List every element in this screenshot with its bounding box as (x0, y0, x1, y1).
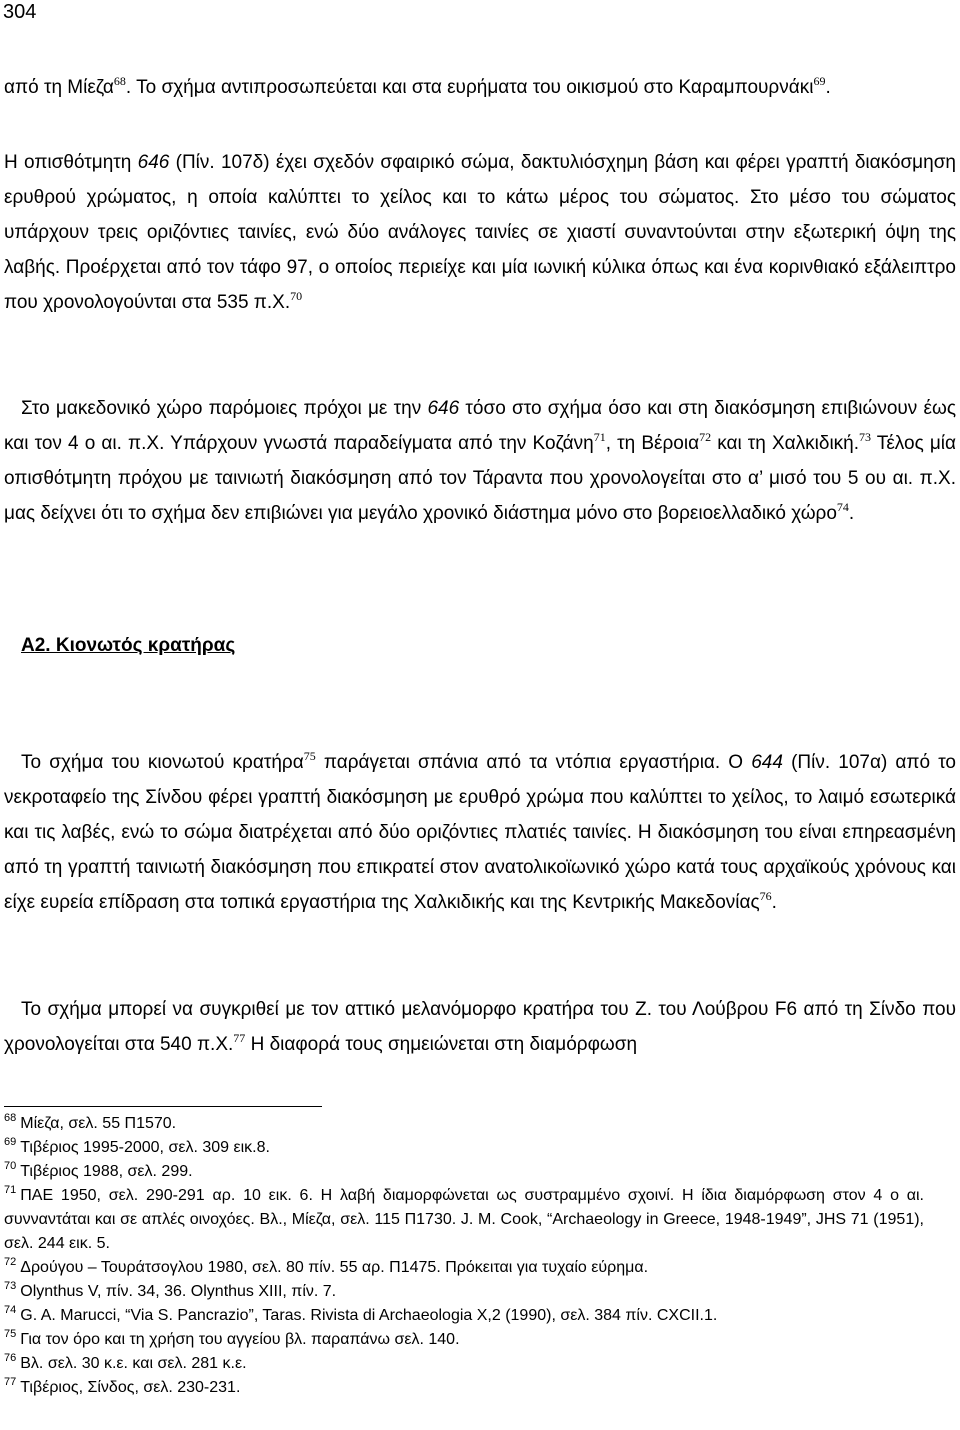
footnote-76 (4, 1352, 924, 1376)
footnote-number: 68 (4, 1112, 17, 1124)
footnote-75 (4, 1328, 924, 1352)
paragraph-4 (4, 745, 956, 920)
footnote-ref-72[interactable]: 72 (699, 430, 712, 444)
footnote-number: 77 (4, 1376, 17, 1388)
text-run: από τη Μίεζα (4, 77, 114, 98)
text-run: Στο μακεδονικό χώρο παρόμοιες πρόχοι με την (21, 398, 428, 419)
footnote-ref-70[interactable]: 70 (290, 289, 303, 303)
paragraph-5 (4, 992, 956, 1062)
footnote-text: Τιβέριος, Σίνδος, σελ. 230-231. (20, 1379, 241, 1396)
footnote-text: Τιβέριος 1988, σελ. 299. (20, 1163, 193, 1180)
footnote-text: G. A. Marucci, “Via S. Pancrazio”, Taras. Rivista di Archaeologia X,2 (1990), σελ. 384 πίν. CXCII.1. (20, 1307, 718, 1324)
footnote-ref-68[interactable]: 68 (113, 74, 126, 88)
catalogue-number: 646 (427, 398, 460, 419)
footnote-74 (4, 1304, 924, 1328)
footnote-ref-76[interactable]: 76 (759, 889, 772, 903)
footnote-ref-77[interactable]: 77 (233, 1031, 246, 1045)
text-run: Η οπισθότμητη (4, 152, 138, 173)
footnote-text: Βλ. σελ. 30 κ.ε. και σελ. 281 κ.ε. (20, 1355, 247, 1372)
footnote-number: 70 (4, 1160, 17, 1172)
text-run: (Πίν. 107δ) έχει σχεδόν σφαιρικό σώμα, δακτυλιόσχημη βάση και φέρει γραπτή διακόσμηση ερυθρού χρώματος, η οποία καλύπτει το χείλος και το κάτω μέρος του σώματος. Στο μέσο του σώματος υπάρχουν τρεις οριζόντιες ταινίες, ενώ δύο ανάλογες ταινίες σε χιαστί συναντούνται στην εξωτερική όψη της λαβής. Προέρχεται από τον τάφο 97, ο οποίος περιείχε και μία ιωνική κύλικα όπως και ένα κορινθιακό εξάλειπτρο που χρονολογούνται στα 535 π.Χ. (4, 152, 956, 313)
footnote-73 (4, 1280, 924, 1304)
text-run: , τη Βέροια (605, 433, 700, 454)
footnote-number: 76 (4, 1352, 17, 1364)
footnote-77 (4, 1376, 924, 1400)
text-run: . (848, 503, 855, 524)
footnote-69 (4, 1136, 924, 1160)
paragraph-3 (4, 391, 956, 531)
footnote-ref-74[interactable]: 74 (836, 500, 849, 514)
text-run: . Το σχήμα αντιπροσωπεύεται και στα ευρήματα του οικισμού στο Καραμπουρνάκι (125, 77, 814, 98)
text-run: Η διαφορά τους σημειώνεται στη διαμόρφωση (245, 1034, 638, 1055)
page-number: 304 (3, 1, 37, 23)
footnote-text: Μίεζα, σελ. 55 Π1570. (20, 1115, 177, 1132)
footnote-68 (4, 1112, 924, 1136)
text-run: τόσο στο σχήμα όσο και στη διακόσμηση επιβιώνουν έως και τον 4 ο αι. π.Χ. Υπάρχουν γνωστά παραδείγματα από την Κοζάνη (4, 398, 957, 454)
text-run: Το σχήμα του κιονωτού κρατήρα (21, 752, 304, 773)
paragraph-1 (4, 70, 956, 105)
footnote-separator (4, 1106, 322, 1107)
footnote-70 (4, 1160, 924, 1184)
footnote-ref-69[interactable]: 69 (813, 74, 826, 88)
text-run: Το σχήμα μπορεί να συγκριθεί με τον αττικό μελανόμορφο κρατήρα του Ζ. του Λούβρου F6 από τη Σίνδο που χρονολογείται στα 540 π.Χ. (4, 999, 956, 1055)
footnote-71 (4, 1184, 924, 1256)
footnote-number: 73 (4, 1280, 17, 1292)
text-run: Τέλος μία οπισθότμητη πρόχου με ταινιωτή διακόσμηση από τον Τάραντα που χρονολογείται στο α’ μισό του 5 ου αι. π.Χ. μας δείχνει ότι το σχήμα δεν επιβιώνει για μεγάλο χρονικό διάστημα μόνο στο βορειοελλαδικό χώρο (4, 433, 957, 524)
catalogue-number: 644 (751, 752, 783, 773)
footnote-ref-75[interactable]: 75 (303, 749, 316, 763)
section-heading: Α2. Κιονωτός κρατήρας (21, 635, 236, 656)
footnote-text: Δρούγου – Τουράτσογλου 1980, σελ. 80 πίν. 55 αρ. Π1475. Πρόκειται για τυχαίο εύρημα. (20, 1259, 649, 1276)
footnote-number: 75 (4, 1328, 17, 1340)
footnote-number: 72 (4, 1256, 17, 1268)
text-run: και τη Χαλκιδική. (711, 433, 860, 454)
footnote-number: 71 (4, 1184, 17, 1196)
footnote-text: Για τον όρο και τη χρήση του αγγείου βλ. παραπάνω σελ. 140. (20, 1331, 460, 1348)
paragraph-2 (4, 145, 956, 320)
footnotes (4, 1112, 924, 1400)
text-run: (Πίν. 107α) από το νεκροταφείο της Σίνδου φέρει γραπτή διακόσμηση με ερυθρό χρώμα που καλύπτει το χείλος, το λαιμό εσωτερικά και τις λαβές, ενώ το σώμα διατρέχεται από δύο οριζόντιες πλατιές ταινίες. Η διακόσμηση του είναι επηρεασμένη από τη γραπτή ταινιωτή διακόσμηση που επικρατεί στον ανατολικοϊωνικό χώρο κατά τους αρχαϊκούς χρόνους και είχε ευρεία επίδραση στα τοπικά εργαστήρια της Χαλκιδικής και της Κεντρικής Μακεδονίας (4, 752, 956, 913)
footnote-number: 74 (4, 1304, 17, 1316)
footnote-ref-71[interactable]: 71 (593, 430, 606, 444)
footnote-ref-73[interactable]: 73 (859, 430, 872, 444)
text-run: παράγεται σπάνια από τα ντόπια εργαστήρια. Ο (315, 752, 752, 773)
footnote-72 (4, 1256, 924, 1280)
footnote-text: Olynthus V, πίν. 34, 36. Olynthus XIII, πίν. 7. (20, 1283, 337, 1300)
footnote-number: 69 (4, 1136, 17, 1148)
catalogue-number: 646 (137, 152, 170, 173)
text-run: . (771, 892, 777, 913)
footnote-text: ΠΑΕ 1950, σελ. 290-291 αρ. 10 εικ. 6. Η λαβή διαμορφώνεται ως συστραμμένο σχοινί. Η ίδια διαμόρφωση στον 4 ο αι. συνναντάται και σε απλές οινοχόες. Βλ., Μίεζα, σελ. 115 Π1730. J. M. Cook, “Archaeology in Greece, 1948-1949”, JHS 71 (1951), σελ. 244 εικ. 5. (4, 1187, 924, 1252)
text-run: . (825, 77, 831, 98)
footnote-text: Τιβέριος 1995-2000, σελ. 309 εικ.8. (20, 1139, 270, 1156)
